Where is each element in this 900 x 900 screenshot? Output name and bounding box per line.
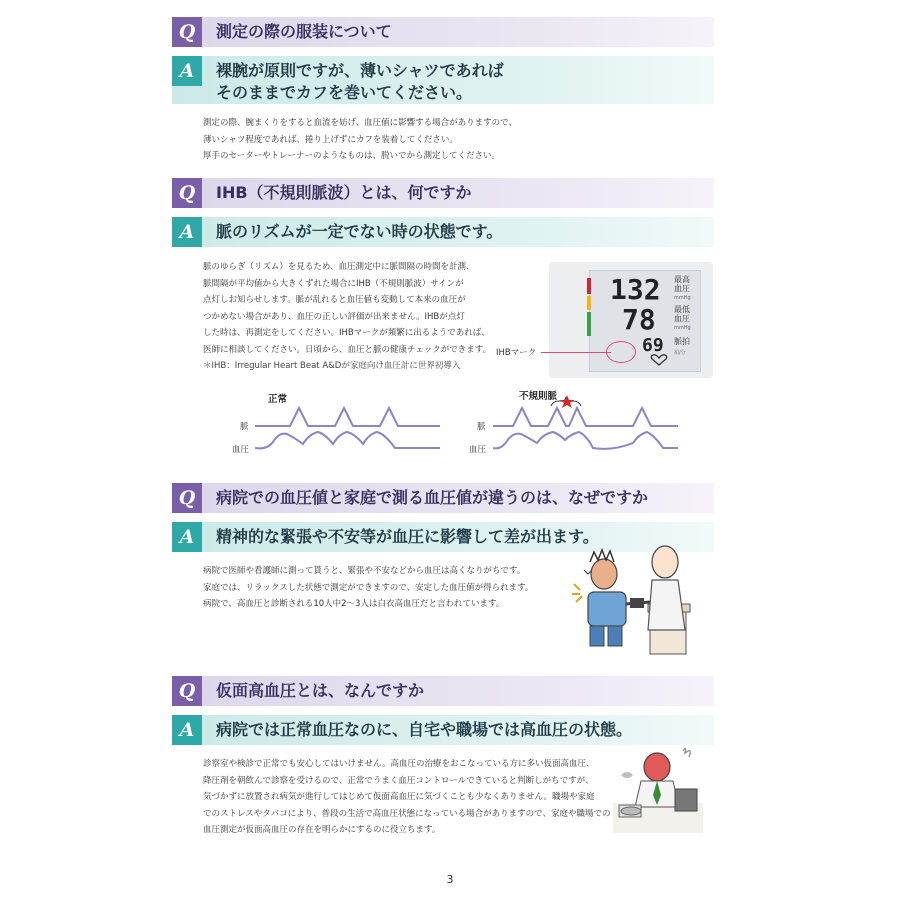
body-line: 脈間隔が平均値から大きくずれた場合にIHB（不規則脈波）サインが bbox=[203, 278, 464, 289]
body-line: した時は、再測定をしてください。IHBマークが頻繁に出るようであれば、 bbox=[203, 328, 490, 338]
answer-body-1 bbox=[203, 115, 517, 165]
heart-icon bbox=[648, 353, 670, 367]
irregular-waveform bbox=[493, 395, 683, 458]
a-badge: A bbox=[172, 56, 202, 86]
ihb-mark-label: IHBマーク bbox=[496, 348, 537, 358]
answer-bar-2 bbox=[172, 217, 714, 247]
body-line: 点灯しお知らせします。脈が乱れると血圧値も変動して本来の血圧が bbox=[203, 295, 466, 305]
irregular-bp-wave bbox=[493, 432, 678, 449]
lcd-screen bbox=[589, 270, 701, 372]
normal-pulse-wave bbox=[255, 408, 440, 426]
q-badge: Q bbox=[172, 17, 202, 47]
star-icon bbox=[560, 395, 574, 408]
scale-red bbox=[587, 278, 591, 294]
body-line: 血圧測定が仮面高血圧の存在を明らかにするのに役立ちます。 bbox=[203, 825, 441, 835]
question-title: 測定の際の服装について bbox=[216, 22, 392, 41]
irregular-wave-title: 不規則脈 bbox=[519, 391, 558, 402]
answer-body-3 bbox=[203, 563, 533, 613]
systolic-value: 132 bbox=[610, 273, 661, 306]
a-badge: A bbox=[172, 522, 202, 552]
body-line: 気づかずに放置され病気が進行してはじめて仮面高血圧に気づくことも少なくありません。職場や家庭 bbox=[203, 792, 595, 802]
systolic-label: 最高 血圧 bbox=[674, 275, 690, 293]
body-line: でのストレスやタバコにより、普段の生活で高血圧状態になっている場合がありますので、家庭や職場での bbox=[203, 808, 611, 819]
pulse-label: 脈拍 bbox=[674, 337, 690, 346]
body-line: 厚手のセーターやトレーナーのようなものは、脱いでから測定してください。 bbox=[203, 151, 500, 161]
unit-label: mmHg bbox=[674, 295, 691, 301]
normal-bp-wave bbox=[255, 432, 440, 448]
q-badge: Q bbox=[172, 178, 202, 208]
body-line: 脈のゆらぎ（リズム）を見るため、血圧測定中に脈間隔の時間を計測、 bbox=[203, 262, 475, 272]
bp-wave-label: 血圧 bbox=[232, 445, 250, 455]
answer-title bbox=[216, 60, 504, 104]
stressed-worker-illustration bbox=[613, 745, 703, 833]
scale-yellow bbox=[587, 296, 591, 310]
pulse-value: 69 bbox=[642, 335, 664, 356]
question-bar-2 bbox=[172, 178, 714, 208]
answer-line: 裸腕が原則ですが、薄いシャツであれば bbox=[216, 61, 504, 80]
answer-body-4 bbox=[203, 756, 611, 839]
body-line: 降圧剤を朝飲んで診察を受けるので、正常でうまく血圧コントロールできていると判断しがちですが、 bbox=[203, 775, 594, 786]
answer-title: 脈のリズムが一定でない時の状態です。 bbox=[216, 222, 503, 241]
unit-label: mmHg bbox=[674, 325, 691, 331]
diastolic-value: 78 bbox=[622, 303, 656, 336]
a-badge: A bbox=[172, 217, 202, 247]
question-bar-1 bbox=[172, 17, 714, 47]
question-bar-4 bbox=[172, 676, 714, 706]
ihb-highlight-circle bbox=[606, 341, 636, 363]
diastolic-label: 最低 血圧 bbox=[674, 305, 690, 323]
scale-green bbox=[587, 312, 591, 336]
answer-bar-1 bbox=[172, 56, 714, 104]
white-coat-illustration bbox=[570, 540, 698, 662]
body-line: 医師に相談してください。日頃から、血圧と脈の健康チェックができます。 bbox=[203, 344, 492, 355]
question-title: 仮面高血圧とは、なんですか bbox=[216, 681, 425, 700]
footnote: ＊IHB：Irregular Heart Beat A&Dが家庭向け血圧計に世界初導入 bbox=[203, 361, 461, 371]
question-title: 病院での血圧値と家庭で測る血圧値が違うのは、なぜですか bbox=[216, 488, 649, 507]
body-line: 病院で、高血圧と診断される10人中2〜3人は白衣高血圧だと言われています。 bbox=[203, 599, 505, 609]
q-badge: Q bbox=[172, 483, 202, 513]
answer-bar-4 bbox=[172, 715, 714, 745]
q-badge: Q bbox=[172, 676, 202, 706]
body-line: つかめない場合があり、血圧の正しい評価が出来ません。IHBが点灯 bbox=[203, 311, 465, 322]
question-bar-3 bbox=[172, 483, 714, 513]
question-title: IHB（不規則脈波）とは、何ですか bbox=[216, 183, 472, 202]
irregular-pulse-wave bbox=[493, 408, 678, 426]
ihb-pointer-line bbox=[541, 352, 611, 353]
body-line: 薄いシャツ程度であれば、捲り上げずにカフを装着してください。 bbox=[203, 134, 458, 145]
answer-title: 精神的な緊張や不安等が血圧に影響して差が出ます。 bbox=[216, 527, 599, 546]
bp-wave-label: 血圧 bbox=[469, 445, 487, 455]
pulse-wave-label: 脈 bbox=[240, 422, 249, 432]
body-line: 病院で医師や看護師に測って貰うと、緊張や不安などから血圧は高くなりがちです。 bbox=[203, 566, 526, 576]
body-line: 測定の際、腕まくりをすると血流を妨げ、血圧値に影響する場合がありますので、 bbox=[203, 118, 517, 128]
answer-title: 病院では正常血圧なのに、自宅や職場では高血圧の状態。 bbox=[216, 720, 633, 739]
a-badge: A bbox=[172, 715, 202, 745]
pulse-unit: 拍/分 bbox=[674, 350, 686, 356]
page-number: 3 bbox=[446, 873, 454, 886]
normal-wave-title: 正常 bbox=[268, 394, 288, 405]
body-line: 診察室や検診で正常でも安心してはいけません。高血圧の治療をおこなっている方に多い仮面高血圧、 bbox=[203, 759, 595, 769]
pulse-wave-label: 脈 bbox=[477, 422, 486, 432]
bp-monitor-illustration bbox=[549, 262, 713, 378]
normal-waveform bbox=[255, 402, 445, 458]
body-line: 家庭では、リラックスした状態で測定ができますので、安定した血圧値が得られます。 bbox=[203, 582, 534, 593]
answer-line: そのままでカフを巻いてください。 bbox=[216, 83, 473, 102]
answer-body-2 bbox=[203, 259, 491, 375]
